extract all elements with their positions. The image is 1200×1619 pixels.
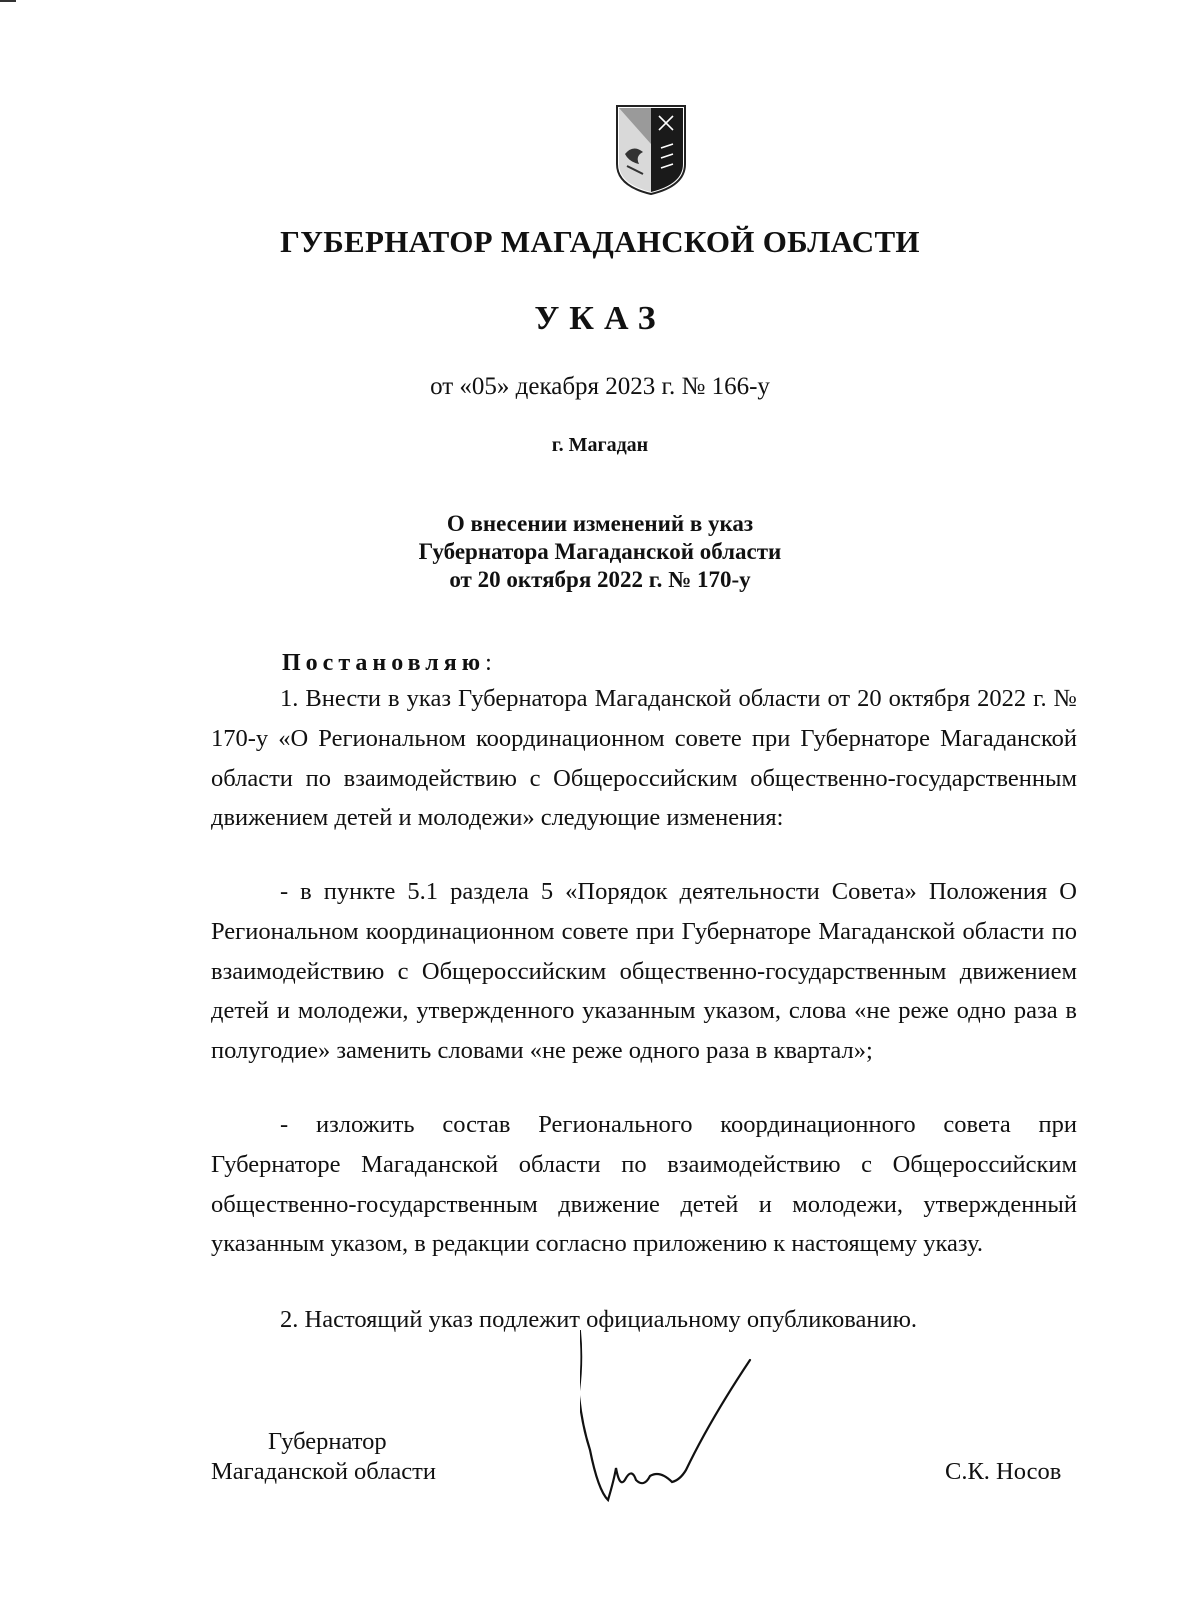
signatory-position-line: Губернатор xyxy=(268,1428,387,1455)
body-paragraph: 1. Внести в указ Губернатора Магаданской области от 20 октября 2022 г. № 170-у «О Региональном координационном совете при Губернаторе Магаданской области по взаимодействию с Общероссийским общественно-государственным движением детей и молодежи» следующие изменения: xyxy=(211,685,1077,832)
signatory-position-line: Магаданской области xyxy=(211,1458,436,1485)
body-paragraph: - в пункте 5.1 раздела 5 «Порядок деятельности Совета» Положения О Региональном координационном совете при Губернаторе Магаданской области по взаимодействию с Общероссийским общественно-государственным движением детей и молодежи, утвержденного указанным указом, слова «не реже одно раза в полугодие» заменить словами «не реже одного раза в квартал»; xyxy=(211,878,1077,1065)
document-subject xyxy=(0,510,1200,594)
document-type: УКАЗ xyxy=(534,300,666,337)
decree-word-text: Постановляю xyxy=(282,650,486,676)
signatory-position xyxy=(211,1427,436,1487)
document-city: г. Магадан xyxy=(551,434,649,456)
subject-line: Губернатора Магаданской области xyxy=(418,539,782,564)
document-date-number: от «05» декабря 2023 г. № 166-у xyxy=(430,373,770,400)
decree-operative-word xyxy=(282,650,492,677)
signatory-name: С.К. Носов xyxy=(945,1458,1062,1485)
decree-word-colon: : xyxy=(485,650,492,676)
subject-line: О внесении изменений в указ xyxy=(446,511,754,536)
issuer-title: ГУБЕРНАТОР МАГАДАНСКОЙ ОБЛАСТИ xyxy=(280,224,920,259)
body-paragraph: 2. Настоящий указ подлежит официальному опубликованию. xyxy=(280,1306,918,1333)
handwritten-signature xyxy=(580,1330,800,1530)
body-paragraph: - изложить состав Регионального координационного совета при Губернаторе Магаданской области по взаимодействию с Общероссийским общественно-государственным движение детей и молодежи, утвержденный указанным указом, в редакции согласно приложению к настоящему указу. xyxy=(211,1111,1077,1258)
subject-line: от 20 октября 2022 г. № 170-у xyxy=(449,567,751,592)
scan-artifact xyxy=(0,0,16,2)
coat-of-arms-icon xyxy=(613,104,689,196)
